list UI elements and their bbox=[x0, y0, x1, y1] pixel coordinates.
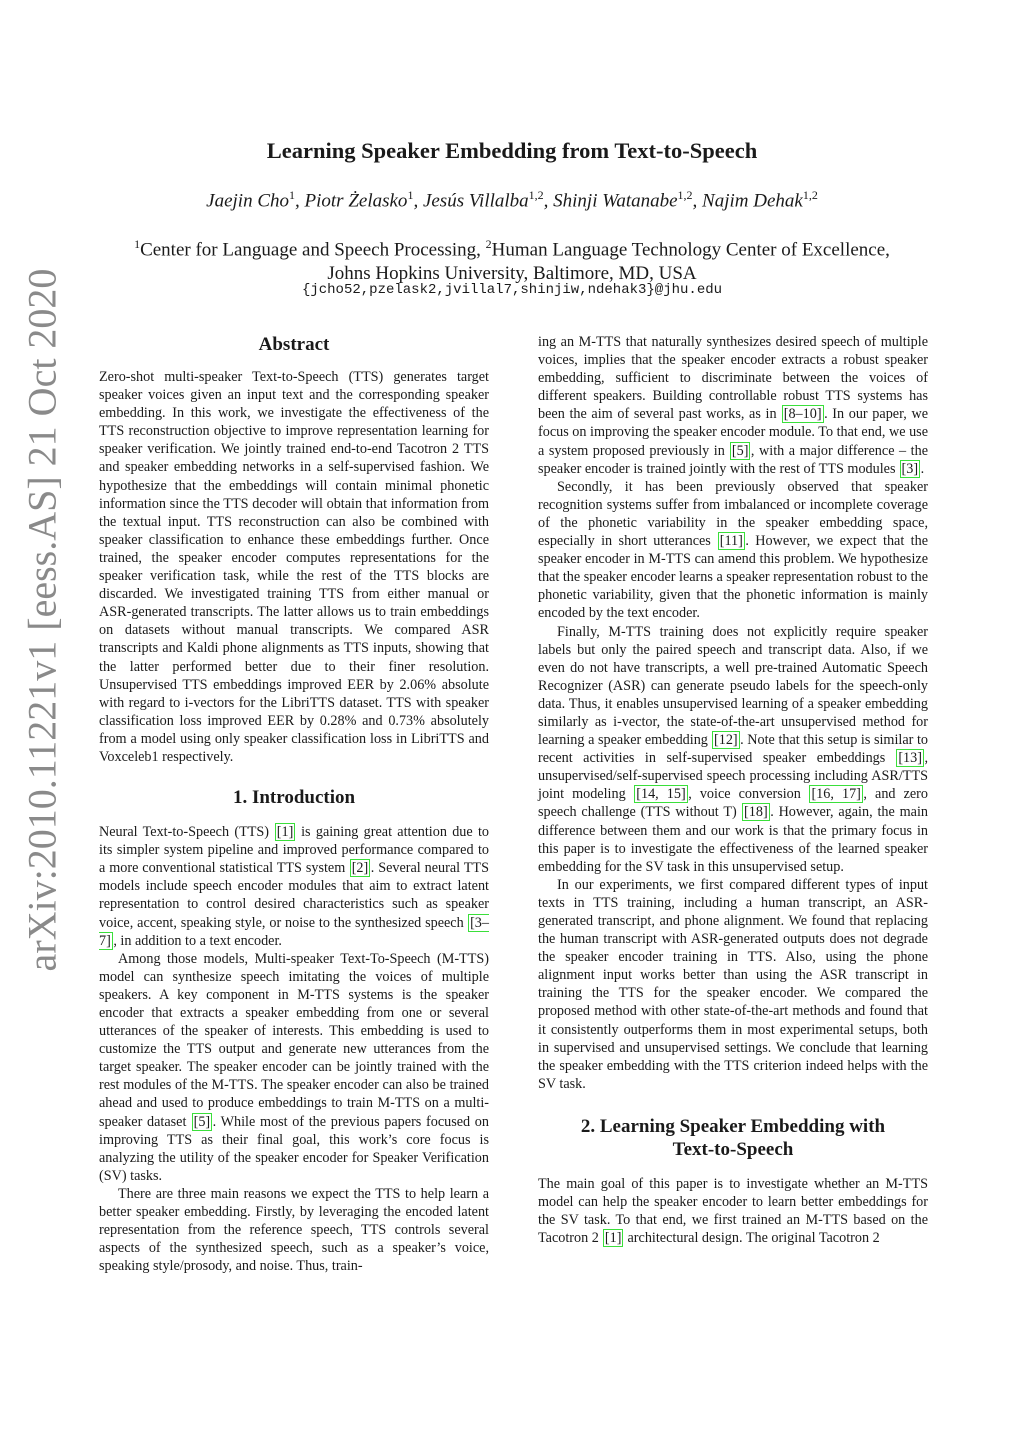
section-2-heading-line-1: 2. Learning Speaker Embedding with bbox=[580, 1115, 886, 1137]
section-2-paragraph-1 bbox=[538, 1175, 928, 1247]
text-run: architectural design. The original Tacotron 2 bbox=[623, 1230, 880, 1247]
citation-link[interactable]: [14, 15] bbox=[636, 786, 686, 803]
citation-link[interactable]: [8–10] bbox=[783, 406, 822, 423]
author-emails: {jcho52,pzelask2,jvillal7,shinjiw,ndehak3}@jhu.edu bbox=[301, 282, 723, 298]
text-run: Among those models, Multi-speaker Text-To-Speech (M-TTS) model can synthesize speech imitating the voices of multiple speakers. A key component in M-TTS systems is the speaker encoder that extracts a speaker embedding from one or several utterances of the speaker of interests. This embedding is used to customize the TTS output and generate new utterances from the target speaker. The speaker encoder can be jointly trained with the rest modules of the M-TTS. The speaker encoder can also be trained ahead and used to produce embeddings to train M-TTS on a multi-speaker dataset bbox=[99, 950, 489, 1130]
author-name: Jesús Villalba bbox=[422, 190, 529, 212]
text-run: , voice conversion bbox=[688, 786, 809, 803]
paper-title: Learning Speaker Embedding from Text-to-Speech bbox=[266, 138, 758, 163]
abstract-text: Zero-shot multi-speaker Text-to-Speech (TTS) generates target speaker voices given an input text and the corresponding speaker embedding. In this work, we investigate the effectiveness of the TTS reconstruction objective to improve representation learning for speaker verification. We jointly trained end-to-end Tacotron 2 TTS and speaker embedding networks in a self-supervised fashion. We hypothesize that the embeddings will contain minimal phonetic information since the TTS decoder will obtain that information from the textual input. TTS reconstruction can also be combined with speaker classification to enhance these embeddings further. Once trained, the speaker encoder computes representations for the speaker verification task, while the rest of the TTS blocks are discarded. We investigated training TTS from either manual or ASR-generated transcripts. The latter allows us to train embeddings on datasets without manual transcripts. We compared ASR transcripts and Kaldi phone alignments as TTS inputs, showing that the latter performed better due to their finer resolution. Unsupervised TTS embeddings improved EER by 2.06% absolute with regard to i-vectors for the LibriTTS dataset. TTS with speaker classification loss improved EER by 0.28% and 0.73% absolutely from a model using only speaker classification loss in LibriTTS and Voxceleb1 respectively. bbox=[99, 369, 489, 765]
author-name: Piotr Żelasko bbox=[304, 190, 408, 212]
citation-link[interactable]: [5] bbox=[731, 442, 749, 459]
citation-link[interactable]: [11] bbox=[719, 533, 743, 550]
author-affiliation-mark: 1 bbox=[289, 188, 296, 202]
section-2-heading-line-2: Text-to-Speech bbox=[672, 1138, 794, 1160]
citation-link[interactable]: [3–7] bbox=[99, 914, 489, 949]
text-run: . In our paper, we focus on improving the speaker encoder module. To that end, we use a system proposed previously in bbox=[538, 406, 928, 459]
author-affiliation-mark: 1,2 bbox=[802, 188, 818, 202]
author-name: Shinji Watanabe bbox=[553, 190, 678, 212]
citation-link[interactable]: [18] bbox=[744, 804, 768, 821]
text-run: . However, we expect that the speaker encoder in M-TTS can amend this problem. We hypothesize that the speaker encoder learns a speaker representation robust to the phonetic variability, given that the phonetic information is mainly encoded by the text encoder. bbox=[538, 533, 928, 622]
citation-link[interactable]: [1] bbox=[276, 824, 294, 841]
citation-link[interactable]: [3] bbox=[901, 460, 919, 477]
author-affiliation-mark: 1,2 bbox=[677, 188, 693, 202]
abstract-heading: Abstract bbox=[258, 334, 330, 355]
text-run: , and zero speech challenge (TTS without T) bbox=[538, 786, 928, 821]
introduction-heading: 1. Introduction bbox=[232, 787, 356, 809]
author-name: Jaejin Cho bbox=[206, 190, 290, 212]
citation-link[interactable]: [1] bbox=[604, 1230, 622, 1247]
text-run: Finally, M-TTS training does not explicitly require speaker labels but only the paired speech and transcript data. Also, if we even do not have transcripts, a well pre-trained Automatic Speech Recognizer (ASR) can generate pseudo labels for the speech-only data. Thus, it enables unsupervised learning of a speaker embedding similarly as i-vector, the state-of-the-art unsupervised method for learning a speaker embedding bbox=[538, 623, 928, 749]
intro-paragraph-3: There are three main reasons we expect the TTS to help learn a better speaker embedding. Firstly, by leveraging the encoded latent representation from the reference speech, TTS controls several aspects of the synthesized speech, such as a speaker’s voice, speaking style/prosody, and noise. Thus, train- bbox=[99, 1185, 489, 1275]
affiliation-1: Center for Language and Speech Processing, bbox=[140, 239, 481, 261]
right-column bbox=[538, 333, 928, 1247]
text-run: , in addition to a text encoder. bbox=[113, 932, 282, 949]
author-name: Najim Dehak bbox=[702, 190, 803, 212]
text-run: . However, again, the main difference between them and our work is that the primary focus in this paper is to investigate the effectiveness of the learned speaker embedding for the SV task in this unsupervised setup. bbox=[538, 804, 929, 875]
affiliation-2: Human Language Technology Center of Excellence, bbox=[491, 239, 890, 261]
author-list: Jaejin Cho$^1$, Piotr Żelasko$^1$, Jesús Villalba$^{1,2}$, Shinji Watanabe$^{1,2}$, Najim Dehak$^{1,2}$ bbox=[206, 188, 818, 212]
left-column bbox=[99, 333, 489, 1275]
citation-link[interactable]: [16, 17] bbox=[811, 786, 861, 803]
section-2-heading bbox=[538, 1115, 928, 1161]
citation-link[interactable]: [5] bbox=[193, 1113, 211, 1130]
text-run: Secondly, it has been previously observed that speaker recognition systems suffer from imbalanced or incomplete coverage of the phonetic variability in the speaker embedding space, especially in short utterances bbox=[538, 478, 928, 550]
text-run: , with a major difference – the speaker encoder is trained jointly with the rest of TTS modules bbox=[538, 442, 928, 477]
text-run: . While most of the previous papers focused on improving TTS as their final goal, this work’s core focus is analyzing the utility of the speaker encoder for Speaker Verification (SV) tasks. bbox=[99, 1113, 489, 1184]
intro-paragraph-2 bbox=[99, 950, 489, 1185]
intro-paragraph-6: In our experiments, we first compared different types of input texts in TTS training, including a human transcript, an ASR-generated transcript, and phone alignment. We found that replacing the human transcript with ASR-generated outputs does not degrade the speaker encoder training in TTS. Also, using the phone alignment input works better than using the ASR transcript in training the TTS for the speaker encoder. We compared the proposed method with other state-of-the-art methods and found that it consistently outperforms them in most experimental setups, both in supervised and unsupervised settings. We conclude that learning the speaker embedding with the TTS criterion indeed helps with the SV task. bbox=[538, 876, 928, 1092]
affiliation-line-1 bbox=[0, 232, 1024, 262]
text-run: ing an M-TTS that naturally synthesizes desired speech of multiple voices, implies that the speaker encoder extracts a robust speaker embedding, sufficient to discriminate between the voices of different speakers. Building controllable robust TTS systems has been the aim of several past works, as in bbox=[538, 334, 928, 423]
text-run: . bbox=[920, 460, 925, 477]
author-affiliation-mark: 1,2 bbox=[528, 188, 544, 202]
affiliation-mark: 1 bbox=[134, 237, 141, 251]
affiliation-line-2: Johns Hopkins University, Baltimore, MD, USA bbox=[327, 263, 697, 285]
arxiv-sidebar-stamp bbox=[12, 160, 72, 1080]
intro-paragraph-1 bbox=[99, 823, 489, 950]
citation-link[interactable]: [12] bbox=[714, 732, 738, 749]
affiliations bbox=[0, 232, 1024, 286]
text-run: The main goal of this paper is to investigate whether an M-TTS model can help the speaker encoder to learn better embeddings for the SV task. To that end, we first trained an M-TTS based on the Tacotron 2 bbox=[538, 1175, 928, 1247]
citation-link[interactable]: [13] bbox=[898, 750, 922, 767]
intro-paragraph-5 bbox=[538, 623, 928, 876]
affiliation-mark: 2 bbox=[485, 237, 492, 251]
text-run: , unsupervised/self-supervised speech processing including ASR/TTS joint modeling bbox=[538, 750, 928, 803]
author-affiliation-mark: 1 bbox=[407, 188, 414, 202]
intro-paragraph-4 bbox=[538, 478, 928, 623]
text-run: Neural Text-to-Speech (TTS) bbox=[99, 824, 275, 841]
citation-link[interactable]: [2] bbox=[351, 860, 369, 877]
text-run: . Several neural TTS models include speech encoder modules that aim to extract latent representation to control desired characteristics such as speaker voice, accent, speaking style, or noise to the synthesized speech bbox=[99, 860, 489, 931]
intro-paragraph-3-continued bbox=[538, 333, 928, 478]
text-run: is gaining great attention due to its simpler system pipeline and improved performance compared to a more conventional statistical TTS system bbox=[99, 824, 489, 877]
arxiv-identifier: arXiv:2010.11221v1 [eess.AS] 21 Oct 2020 bbox=[19, 268, 65, 972]
text-run: . Note that this setup is similar to recent activities in self-supervised speaker embeddings bbox=[538, 732, 928, 767]
